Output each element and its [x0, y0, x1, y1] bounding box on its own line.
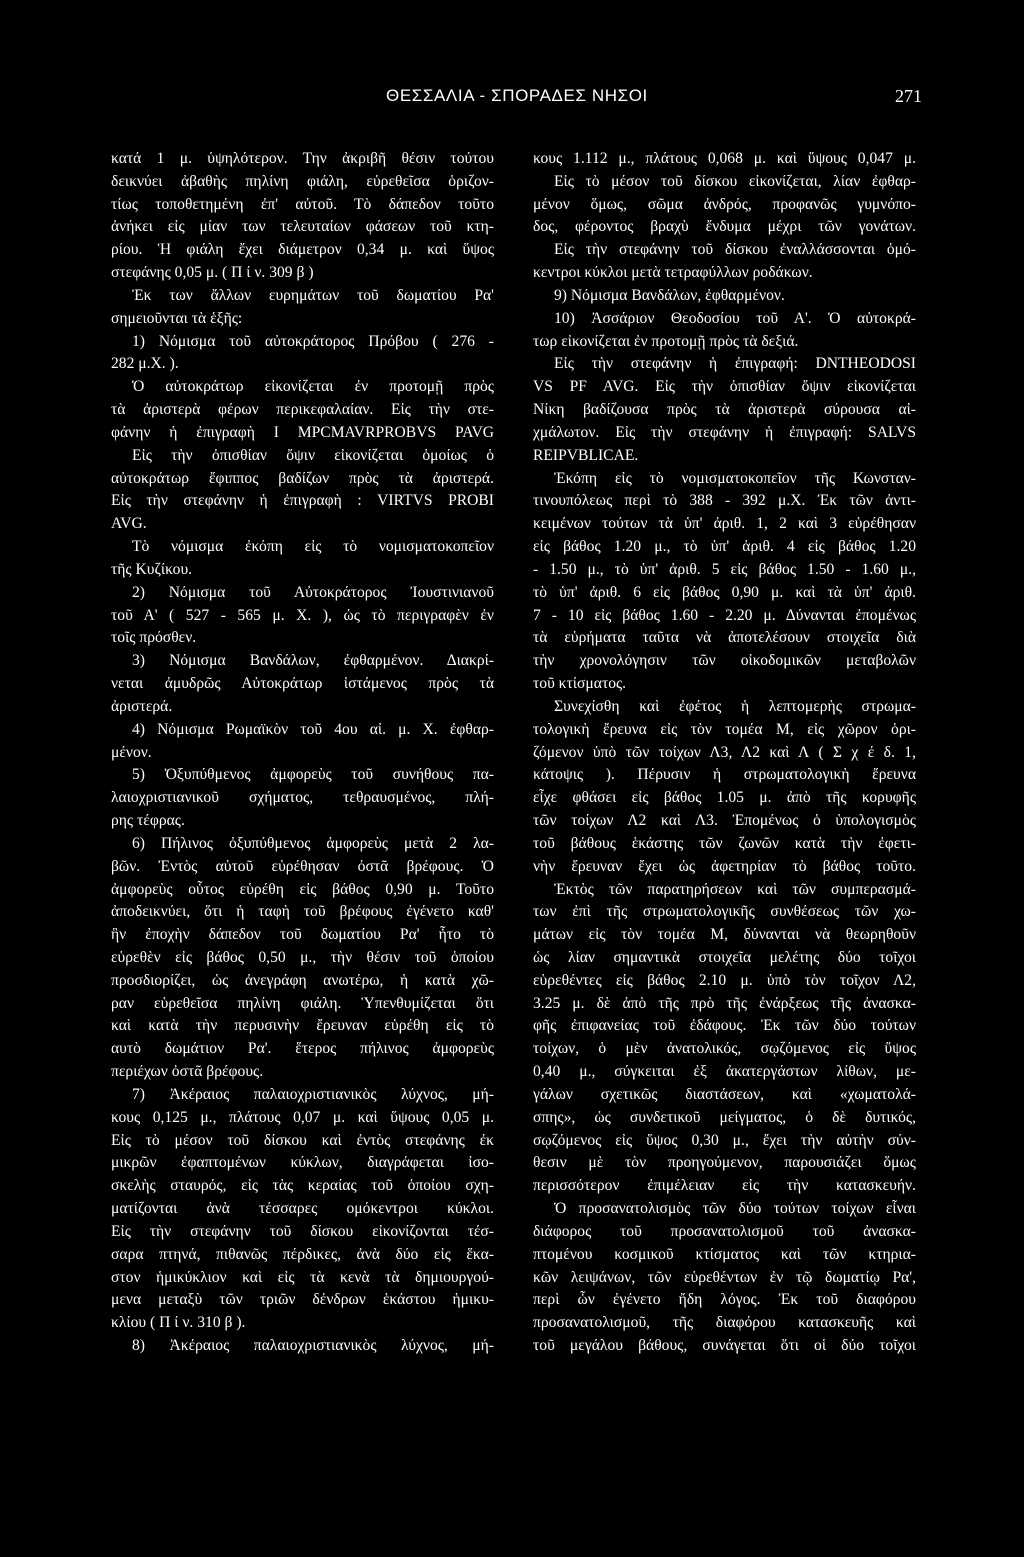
- text-line: λαιοχριστιανικοῦ σχήματος, τεθραυσμένος, πλή-: [111, 789, 494, 807]
- text-line: περιέχων ὀστᾶ βρέφους.: [111, 1063, 264, 1081]
- text-line: Εἰς τὴν στεφάνην ἡ ἐπιγραφή: DNTHEODOSI: [554, 355, 916, 373]
- text-line: κειμένων τούτων τὰ ὑπ' ἀριθ. 1, 2 καὶ 3 εὑρέθησαν: [533, 515, 916, 533]
- running-head: [0, 86, 1024, 110]
- text-line: 282 μ.Χ. ).: [111, 355, 179, 373]
- text-line: 6) Πήλινος ὀξυπύθμενος ἀμφορεὺς μετὰ 2 λα-: [132, 834, 494, 852]
- right-text-column: [533, 148, 916, 1358]
- running-title: ΘΕΣΣΑΛΙΑ - ΣΠΟΡΑΔΕΣ ΝΗΣΟΙ: [386, 86, 648, 105]
- text-line: μένον.: [111, 743, 152, 761]
- text-line: σαρα πτηνά, πιθανῶς πέρδικες, ἀνὰ δύο εἰς ἕκα-: [111, 1245, 494, 1263]
- text-line: τίως τοποθετημένη ἐπ' αὐτοῦ. Τὸ δάπεδον τοῦτο: [111, 195, 494, 213]
- text-line: περὶ ὧν ἐγένετο ἤδη λόγος. Ἐκ τοῦ διαφόρου: [533, 1291, 916, 1309]
- text-line: κατά 1 μ. ὑψηλότερον. Την ἀκριβῆ θέσιν τούτου: [111, 150, 494, 167]
- text-line: ἀποδεικνύει, ὅτι ἡ ταφὴ τοῦ βρέφους ἐγένετο καθ': [111, 903, 494, 921]
- text-line: σημειοῦνται τὰ ἑξῆς:: [111, 309, 243, 327]
- text-line: μικρῶν ἐφαπτομένων κύκλων, διαγράφεται ἰσο-: [111, 1154, 494, 1172]
- text-line: Τὸ νόμισμα ἐκόπη εἰς τὸ νομισματοκοπεῖον: [132, 538, 494, 556]
- text-line: νὴν ἔρευναν ἔχει ὡς ἀφετηρίαν τὸ βάθος τοῦτο.: [533, 857, 916, 875]
- text-line: τοῦ κτίσματος.: [533, 675, 627, 693]
- text-line: μάτων εἰς τὸν τομέα Μ, δύνανται νὰ θεωρηθοῦν: [533, 926, 916, 944]
- text-line: τὰ εὑρήματα ταῦτα νὰ ἀποτελέσουν στοιχεῖα διὰ: [533, 629, 916, 647]
- text-line: ζόμενον ὑπὸ τῶν τοίχων Λ3, Λ2 καὶ Λ ( Σ χ έ δ. 1,: [533, 743, 916, 761]
- text-line: εὑρεθέντες εἰς βάθος 2.10 μ. ὑπὸ τὸν τοῖχον Λ2,: [533, 971, 916, 989]
- text-line: κάτοψις ). Πέρυσιν ἡ στρωματολογικὴ ἔρευνα: [533, 766, 916, 784]
- text-line: θεσιν μὲ τὸν προηγούμενον, παρουσιάζει ὅμως: [533, 1154, 916, 1172]
- text-line: 0,40 μ., σύγκειται ἐξ ἀκατεργάστων λίθων, με-: [533, 1063, 916, 1081]
- text-line: 10) Ἀσσάριον Θεοδοσίου τοῦ Α'. Ὁ αὐτοκρά-: [554, 309, 916, 327]
- text-line: κους 0,125 μ., πλάτους 0,07 μ. καὶ ὕψους 0,05 μ.: [111, 1108, 494, 1126]
- text-line: ραν εὑρεθεῖσα πηλίνη φιάλη. Ὑπενθυμίζεται ὅτι: [111, 994, 494, 1012]
- text-line: κῶν λειψάνων, τῶν εὑρεθέντων ἐν τῷ δωματίῳ Ρα',: [533, 1268, 916, 1286]
- text-line: τινουπόλεως περὶ τὸ 388 - 392 μ.Χ. Ἐκ τῶν ἀντι-: [533, 492, 916, 510]
- text-line: Εἰς τὸ μέσον τοῦ δίσκου εἰκονίζεται, λίαν ἐφθαρ-: [554, 172, 916, 190]
- text-line: 5) Ὀξυπύθμενος ἀμφορεὺς τοῦ συνήθους πα-: [132, 766, 494, 784]
- text-line: περισσότερον ἐπιμέλειαν εἰς τὴν κατασκευήν.: [533, 1177, 916, 1195]
- text-line: Εἰς τὴν στεφάνην τοῦ δίσκου εἰκονίζονται τέσ-: [111, 1222, 494, 1240]
- text-line: κους 1.112 μ., πλάτους 0,068 μ. καὶ ὕψους 0,047 μ.: [533, 150, 916, 167]
- text-line: 4) Νόμισμα Ρωμαϊκὸν τοῦ 4ου αἰ. μ. Χ. ἐφθαρ-: [132, 720, 494, 738]
- text-line: 3.25 μ. δὲ ἀπὸ τῆς πρὸ τῆς ἐνάρξεως τῆς ἀνασκα-: [533, 994, 916, 1012]
- text-line: 9) Νόμισμα Βανδάλων, ἐφθαρμένον.: [554, 286, 785, 304]
- text-line: Συνεχίσθη καὶ ἐφέτος ἡ λεπτομερὴς στρωμα-: [554, 697, 916, 715]
- text-line: 1) Νόμισμα τοῦ αὐτοκράτορος Πρόβου ( 276 -: [132, 332, 494, 350]
- text-line: Ὁ αὐτοκράτωρ εἰκονίζεται ἐν προτομῇ πρὸς: [132, 378, 494, 396]
- text-line: ματίζονται ἀνὰ τέσσαρες ομόκεντροι κύκλοι.: [111, 1200, 494, 1218]
- text-line: Ἐκτὸς τῶν παρατηρήσεων καὶ τῶν συμπερασμά-: [554, 880, 916, 898]
- text-line: διάφορος τοῦ προσανατολισμοῦ τοῦ ἀνασκα-: [533, 1222, 916, 1240]
- text-line: στον ἡμικύκλιον καὶ εἰς τὰ κενὰ τὰ δημιουργού-: [111, 1268, 494, 1286]
- text-line: δος, φέροντος βραχὺ ἔνδυμα μέχρι τῶν γονάτων.: [533, 218, 916, 236]
- text-line: τὰ ἀριστερὰ φέρων περικεφαλαίαν. Εἰς τὴν στε-: [111, 401, 494, 419]
- text-line: τὸ ὑπ' ἀριθ. 6 εἰς βάθος 0,90 μ. καὶ τὰ ὑπ' ἀριθ.: [533, 583, 916, 601]
- text-line: ὡς λίαν σημαντικὰ στοιχεῖα μελέτης δύο τοῖχοι: [533, 948, 916, 966]
- text-line: μένον ὅμως, σῶμα ἀνδρός, προφανῶς γυμνόπο-: [533, 195, 916, 213]
- text-line: ἣν ἐποχὴν δάπεδον τοῦ δωματίου Ρα' ἦτο τὸ: [111, 926, 494, 944]
- text-line: κεντροι κύκλοι μετὰ τετραφύλλων ροδάκων.: [533, 264, 813, 282]
- text-line: VS PF AVG. Εἰς τὴν ὀπισθίαν ὄψιν εἰκονίζεται: [533, 378, 916, 396]
- text-line: Εἰς τὴν στεφάνην ἡ ἐπιγραφὴ : VIRTVS PROBI: [111, 492, 494, 510]
- page-number: 271: [895, 86, 922, 106]
- text-line: βῶν. Ἐντὸς αὐτοῦ εὑρέθησαν ὀστᾶ βρέφους. Ὁ: [111, 857, 494, 875]
- text-line: δεικνύει ἀβαθὴς πηλίνη φιάλη, εὑρεθεῖσα ὁριζον-: [111, 172, 494, 190]
- text-line: 7 - 10 εἰς βάθος 1.60 - 2.20 μ. Δύνανται ἐπομένως: [533, 606, 916, 624]
- text-line: τῆς Κυζίκου.: [111, 560, 193, 578]
- text-line: πτομένου κοσμικοῦ κτίσματος καὶ τῶν κτηρια-: [533, 1245, 916, 1263]
- text-line: των ἐπὶ τῆς στρωματολογικῆς συνθέσεως τῶν χω-: [533, 903, 916, 921]
- text-line: νεται ἀμυδρῶς Αὐτοκράτωρ ἱστάμενος πρὸς τὰ: [111, 675, 494, 693]
- text-line: τοῖς πρόσθεν.: [111, 629, 197, 647]
- text-line: αυτὸ δωμάτιον Ρα'. ἕτερος πήλινος ἀμφορεὺς: [111, 1040, 494, 1058]
- text-line: στεφάνης 0,05 μ. ( Π ί ν. 309 β ): [111, 264, 314, 282]
- text-line: τὴν χρονολόγησιν τῶν οἰκοδομικῶν μεταβολῶν: [533, 652, 916, 670]
- left-text-column: [111, 148, 494, 1358]
- text-line: Εἰς τὴν στεφάνην τοῦ δίσκου ἐναλλάσσονται ὁμό-: [554, 241, 916, 259]
- text-line: ἀνήκει εἰς μίαν των τελευταίων φάσεων τοῦ κτη-: [111, 218, 494, 236]
- text-line: προσδιορίζει, ὡς ἀνεγράφη ανωτέρω, ἡ κατὰ χῶ-: [111, 971, 494, 989]
- text-line: 7) Ἀκέραιος παλαιοχριστιανικὸς λύχνος, μή-: [132, 1085, 494, 1103]
- text-line: τῶν τοίχων Λ2 καὶ Λ3. Ἐπομένως ὁ ὑπολογισμὸς: [533, 812, 916, 830]
- text-line: φάνην ἡ ἐπιγραφὴ I MPCMAVRPROBVS PAVG: [111, 423, 494, 441]
- text-line: 8) Ἀκέραιος παλαιοχριστιανικὸς λύχνος, μή-: [132, 1337, 494, 1355]
- text-line: μενα μεταξὺ τῶν τριῶν δένδρων ἑκάστου ἡμικυ-: [111, 1291, 494, 1309]
- text-line: 3) Νόμισμα Βανδάλων, ἐφθαρμένον. Διακρί-: [132, 652, 494, 670]
- text-line: ἀριστερά.: [111, 697, 173, 715]
- text-line: AVG.: [111, 515, 147, 533]
- text-line: εὑρεθὲν εἰς βάθος 0,50 μ., τὴν θέσιν τοῦ ὁποίου: [111, 948, 494, 966]
- text-line: ρης τέφρας.: [111, 812, 185, 830]
- text-line: τοῦ Α' ( 527 - 565 μ. Χ. ), ὡς τὸ περιγραφὲν ἐν: [111, 606, 494, 624]
- text-line: καὶ κατὰ τὴν περυσινὴν ἔρευναν εὑρέθη εἰς τὸ: [111, 1017, 494, 1035]
- text-line: ρίου. Ἡ φιάλη ἔχει διάμετρον 0,34 μ. καὶ ὕψος: [111, 241, 494, 259]
- text-line: προσανατολισμοῦ, τῆς διαφόρου κατασκευῆς καὶ: [533, 1314, 916, 1332]
- text-line: φῆς ἐπιφανείας τοῦ ἐδάφους. Ἐκ τῶν δύο τούτων: [533, 1017, 916, 1035]
- text-line: τοῦ μεγάλου βάθους, συνάγεται ὅτι οἱ δύο τοῖχοι: [533, 1337, 916, 1355]
- text-line: Εἰς τὸ μέσον τοῦ δίσκου καὶ ἐντὸς στεφάνης ἐκ: [111, 1131, 494, 1149]
- text-line: Ἐκ των ἄλλων ευρημάτων τοῦ δωματίου Ρα': [132, 286, 494, 304]
- text-line: REIPVBLICAE.: [533, 446, 639, 464]
- text-line: σκελὴς σταυρός, εἰς τὰς κεραίας τοῦ ὁποίου σχη-: [111, 1177, 494, 1195]
- text-line: 2) Νόμισμα τοῦ Αὐτοκράτορος Ἰουστινιανοῦ: [132, 583, 494, 601]
- text-line: κλίου ( Π ί ν. 310 β ).: [111, 1314, 246, 1332]
- text-line: ἀμφορεὺς οὗτος εὑρέθη εἰς βάθος 0,90 μ. Τοῦτο: [111, 880, 494, 898]
- text-line: εἰς βάθος 1.20 μ., τὸ ὑπ' ἀριθ. 4 εἰς βάθος 1.20: [533, 538, 916, 556]
- text-line: εἶχε φθάσει εἰς βάθος 1.05 μ. ἀπὸ τῆς κορυφῆς: [533, 789, 916, 807]
- text-line: αὐτοκράτωρ ἔφιππος βαδίζων πρὸς τὰ ἀριστερά.: [111, 469, 494, 487]
- text-line: - 1.50 μ., τὸ ὑπ' ἀριθ. 5 εἰς βάθος 1.50 - 1.60 μ.,: [533, 560, 916, 578]
- text-line: Νίκη βαδίζουσα πρὸς τὰ ἀριστερὰ σύρουσα αἰ-: [533, 401, 916, 419]
- text-line: Εἰς τὴν ὀπισθίαν ὄψιν εἰκονίζεται ὁμοίως ὁ: [132, 446, 494, 464]
- text-line: τοίχων, ὁ μὲν ἀνατολικός, σῳζόμενος εἰς ὕψος: [533, 1040, 916, 1058]
- text-line: σπης», ὡς συνδετικοῦ μείγματος, ὁ δὲ δυτικός,: [533, 1108, 916, 1126]
- text-line: σῳζόμενος εἰς ὕψος 0,30 μ., ἔχει τὴν αὐτὴν σύν-: [533, 1131, 916, 1149]
- text-line: τολογικὴ ἔρευνα εἰς τὸν τομέα Μ, εἰς χῶρον ὁρι-: [533, 720, 916, 738]
- text-line: τοῦ βάθους ἑκάστης τῶν ζωνῶν κατὰ τὴν ἐφετι-: [533, 834, 916, 852]
- text-line: χμάλωτον. Εἰς τὴν στεφάνην ἡ ἐπιγραφή: SALVS: [533, 423, 916, 441]
- text-line: Ὁ προσανατολισμὸς τῶν δύο τούτων τοίχων εἶναι: [554, 1200, 916, 1218]
- text-line: γάλων σχετικῶς διαστάσεων, καὶ «χωματολά-: [533, 1085, 916, 1103]
- text-line: Ἐκόπη εἰς τὸ νομισματοκοπεῖον τῆς Κωνσταν-: [554, 469, 916, 487]
- text-line: τωρ εἰκονίζεται ἐν προτομῇ πρὸς τὰ δεξιά.: [533, 332, 799, 350]
